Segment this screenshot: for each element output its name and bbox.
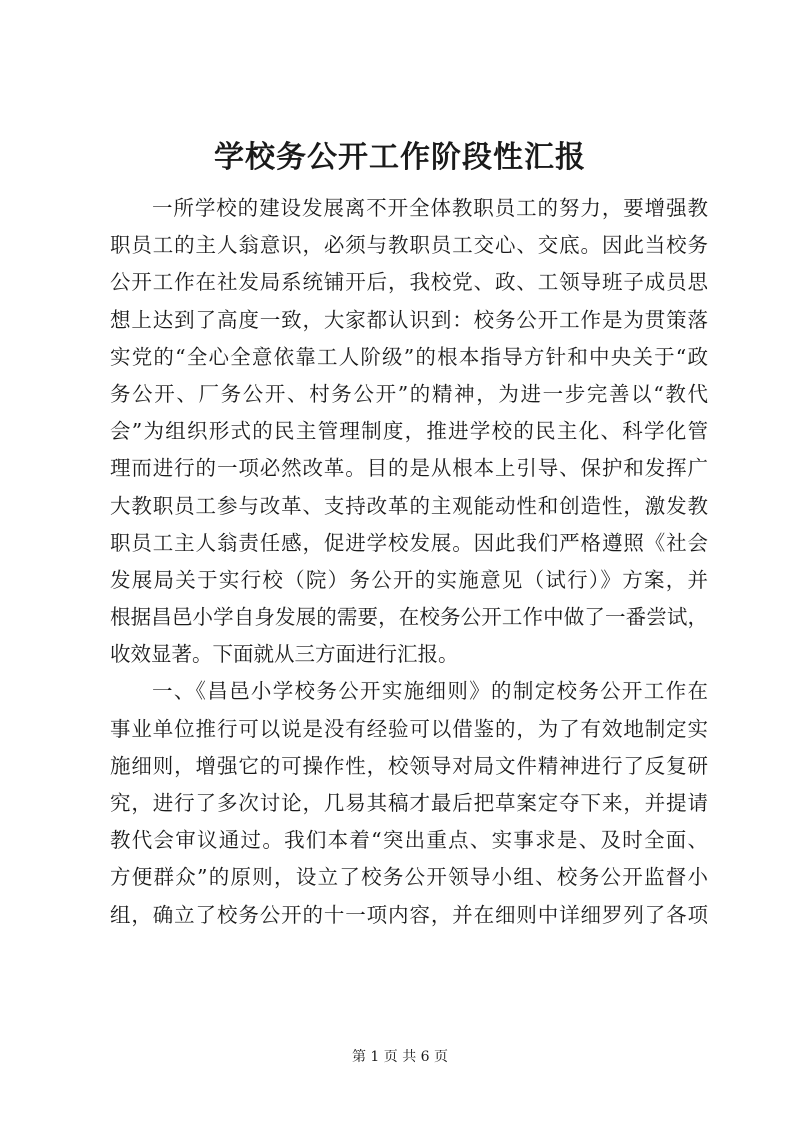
document-body	[110, 190, 708, 934]
text-line: 公开工作在社发局系统铺开后，我校党、政、工领导班子成员思	[110, 270, 708, 295]
paragraph-1	[110, 190, 708, 673]
text-line: 收效显著。下面就从三方面进行汇报。	[110, 642, 459, 667]
text-line: 发展局关于实行校（院）务公开的实施意见（试行）》方案，并	[110, 567, 708, 592]
paragraph-2	[110, 673, 708, 933]
text-line: 一、《昌邑小学校务公开实施细则》的制定校务公开工作在	[152, 679, 708, 704]
text-line: 方便群众”的原则，设立了校务公开领导小组、校务公开监督小	[110, 865, 708, 890]
document-title: 学校务公开工作阶段性汇报	[214, 140, 586, 175]
page-footer: 第 1 页 共 6 页	[351, 1049, 449, 1065]
text-line: 理而进行的一项必然改革。目的是从根本上引导、保护和发挥广	[110, 456, 708, 481]
text-line: 教代会审议通过。我们本着“突出重点、实事求是、及时全面、	[110, 828, 708, 853]
text-line: 务公开、厂务公开、村务公开”的精神，为进一步完善以“教代	[110, 381, 708, 406]
text-line: 组，确立了校务公开的十一项内容，并在细则中详细罗列了各项	[110, 902, 708, 927]
text-line: 想上达到了高度一致，大家都认识到：校务公开工作是为贯策落	[110, 307, 708, 332]
text-line: 职员工的主人翁意识，必须与教职员工交心、交底。因此当校务	[110, 233, 708, 258]
text-line: 施细则，增强它的可操作性，校领导对局文件精神进行了反复研	[110, 753, 708, 778]
text-line: 会”为组织形式的民主管理制度，推进学校的民主化、科学化管	[110, 419, 708, 444]
text-line: 实党的“全心全意依靠工人阶级”的根本指导方针和中央关于“政	[110, 344, 708, 369]
text-line: 职员工主人翁责任感，促进学校发展。因此我们严格遵照《社会	[110, 530, 708, 555]
text-line: 根据昌邑小学自身发展的需要，在校务公开工作中做了一番尝试，	[110, 605, 708, 630]
text-line: 一所学校的建设发展离不开全体教职员工的努力，要增强教	[152, 196, 708, 220]
text-line: 事业单位推行可以说是没有经验可以借鉴的，为了有效地制定实	[110, 716, 708, 741]
text-line: 究，进行了多次讨论，几易其稿才最后把草案定夺下来，并提请	[110, 791, 708, 815]
text-line: 大教职员工参与改革、支持改革的主观能动性和创造性，激发教	[110, 493, 708, 518]
